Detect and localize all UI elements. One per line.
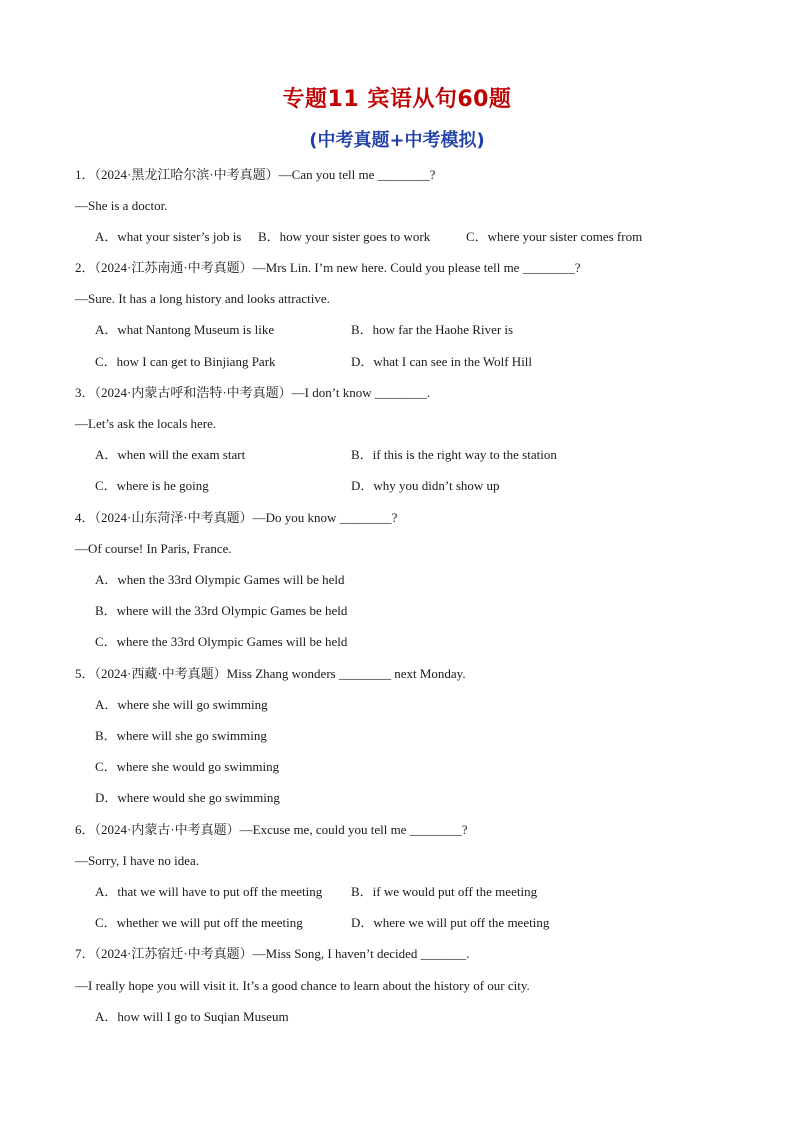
question-3-option-b: B．if this is the right way to the station bbox=[351, 447, 557, 462]
question-6-option-d: D．where we will put off the meeting bbox=[351, 915, 550, 930]
question-1-reply: —She is a doctor. bbox=[75, 198, 168, 213]
question-4-option-a: A．when the 33rd Olympic Games will be held bbox=[95, 572, 345, 587]
question-2-option-a: A．what Nantong Museum is like bbox=[95, 322, 275, 337]
question-5-option-d: D．where would she go swimming bbox=[95, 790, 280, 805]
question-6-option-b: B．if we would put off the meeting bbox=[351, 884, 538, 899]
question-4-stem: 4．（2024·山东菏泽·中考真题）—Do you know ________? bbox=[75, 510, 398, 525]
question-5-option-a: A．where she will go swimming bbox=[95, 697, 268, 712]
question-6-stem: 6．（2024·内蒙古·中考真题）—Excuse me, could you tell me ________? bbox=[75, 822, 468, 837]
question-2-option-b: B．how far the Haohe River is bbox=[351, 322, 514, 337]
question-6-option-c: C．whether we will put off the meeting bbox=[95, 915, 303, 930]
question-1-stem: 1．（2024·黑龙江哈尔滨·中考真题）—Can you tell me ________? bbox=[75, 167, 436, 182]
question-2-option-c: C．how I can get to Binjiang Park bbox=[95, 354, 276, 369]
question-5-stem: 5．（2024·西藏·中考真题）Miss Zhang wonders ________ next Monday. bbox=[75, 666, 466, 681]
question-1-option-c: C．where your sister comes from bbox=[466, 229, 643, 244]
question-7-option-a: A．how will I go to Suqian Museum bbox=[95, 1009, 289, 1024]
question-5-option-b: B．where will she go swimming bbox=[95, 728, 267, 743]
page-subtitle: (中考真题+中考模拟) bbox=[309, 130, 485, 151]
question-3-reply: —Let’s ask the locals here. bbox=[75, 416, 217, 431]
question-1-option-b: B．how your sister goes to work bbox=[258, 229, 431, 244]
question-7-stem: 7．（2024·江苏宿迁·中考真题）—Miss Song, I haven’t decided _______. bbox=[75, 946, 470, 961]
question-6-option-a: A．that we will have to put off the meeting bbox=[95, 884, 323, 899]
question-2-option-d: D．what I can see in the Wolf Hill bbox=[351, 354, 533, 369]
question-2-stem: 2．（2024·江苏南通·中考真题）—Mrs Lin. I’m new here. Could you please tell me ________? bbox=[75, 260, 581, 275]
question-7-reply: —I really hope you will visit it. It’s a good chance to learn about the history of our city. bbox=[75, 978, 530, 993]
question-4-option-b: B．where will the 33rd Olympic Games be held bbox=[95, 603, 348, 618]
question-6-reply: —Sorry, I have no idea. bbox=[75, 853, 200, 868]
question-3-stem: 3．（2024·内蒙古呼和浩特·中考真题）—I don’t know ________. bbox=[75, 385, 431, 400]
question-4-option-c: C．where the 33rd Olympic Games will be held bbox=[95, 634, 348, 649]
question-3-option-a: A．when will the exam start bbox=[95, 447, 246, 462]
question-5-option-c: C．where she would go swimming bbox=[95, 759, 280, 774]
question-1-option-a: A．what your sister’s job is bbox=[95, 229, 242, 244]
question-2-reply: —Sure. It has a long history and looks attractive. bbox=[75, 291, 330, 306]
question-4-reply: —Of course! In Paris, France. bbox=[75, 541, 232, 556]
page-title: 专题11 宾语从句60题 bbox=[282, 87, 512, 112]
question-3-option-d: D．why you didn’t show up bbox=[351, 478, 500, 493]
question-3-option-c: C．where is he going bbox=[95, 478, 209, 493]
